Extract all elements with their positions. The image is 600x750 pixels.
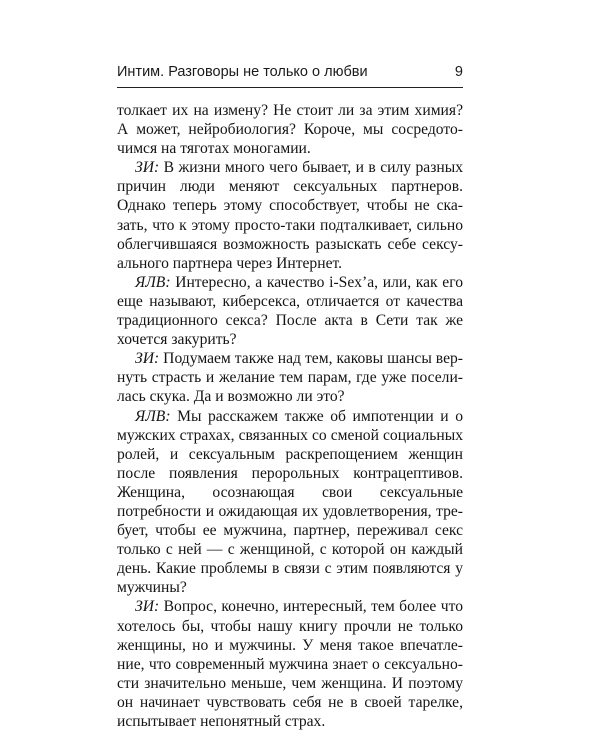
header-rule: [117, 87, 463, 88]
paragraph-text: Интересно, а качество i-Sex’a, или, как его еще называют, киберсекса, отличается от качества традиционного секса? После акта в Сети так же хочется закурить?: [117, 273, 463, 349]
running-head: [117, 64, 463, 86]
paragraph-text: Мы расскажем также об импотенции и о мужских страхах, связанных со сменой социальных ролей, и сексуальным раскрепощением женщин после появления перорольных контрацептивов. Женщина, осознающая свои сексуальные потребности и ожидающая их удовлетворения, требует, чтобы ее мужчина, партнер, переживал секс только с ней — с женщиной, с которой он каждый день. Какие проблемы в связи с этим появляются у мужчины?: [117, 407, 463, 597]
paragraph: [117, 273, 463, 349]
speaker-label: ЗИ:: [135, 598, 160, 616]
speaker-label: ЗИ:: [135, 159, 160, 177]
paragraph: [117, 349, 463, 406]
speaker-label: ЗИ:: [135, 350, 160, 368]
body-text: [117, 101, 463, 731]
running-head-title: Интим. Разговоры не только о любви: [117, 64, 368, 80]
paragraph: [117, 158, 463, 273]
paragraph-text: В жизни много чего бывает, и в силу разных причин люди меняют сексуальных партнеров. Однако теперь этому способствует, чтобы не сказать, что к этому просто-таки подталкивает, сильно облегчившаяся возможность разыскать себе сексуального партнера через Интернет.: [117, 159, 463, 272]
speaker-label: ЯЛВ:: [135, 273, 171, 291]
paragraph: [117, 597, 463, 731]
paragraph-text: толкает их на измену? Не стоит ли за этим химия? А может, нейробиология? Короче, мы сосредоточимся на тяготах моногамии.: [117, 102, 463, 158]
paragraph: [117, 407, 463, 598]
paragraph-text: Вопрос, конечно, интересный, тем более что хотелось бы, чтобы нашу книгу прочли не только женщины, но и мужчины. У меня такое впечатление, что современный мужчина знает о сексуальности значительно меньше, чем женщина. И поэтому он начинает чувствовать себя не в своей тарелке, испытывает непонятный страх.: [117, 598, 463, 730]
page-number: 9: [454, 64, 463, 80]
speaker-label: ЯЛВ:: [135, 407, 171, 425]
paragraph-text: Подумаем также над тем, каковы шансы вернуть страсть и желание тем парам, где уже поселилась скука. Да и возможно ли это?: [117, 350, 463, 406]
paragraph: [117, 101, 463, 158]
